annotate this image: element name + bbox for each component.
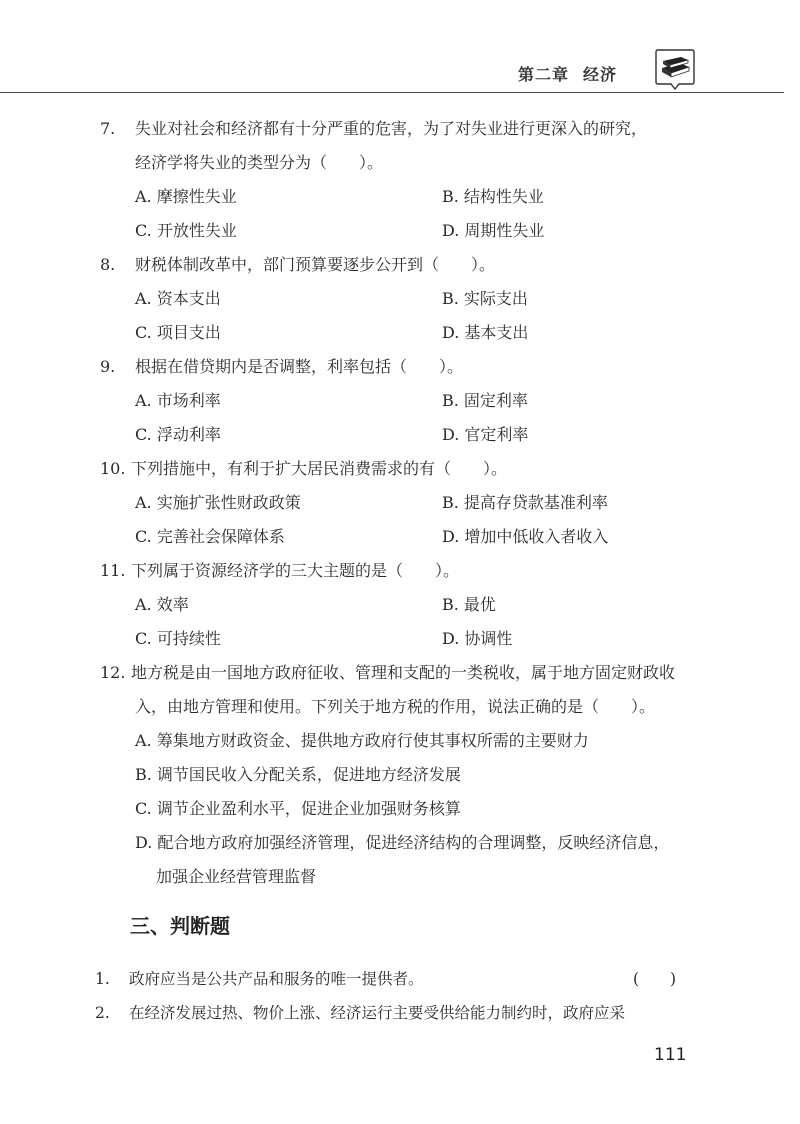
question-number: 12. [100, 663, 126, 682]
option-a: A. 实施扩张性财政政策 [135, 493, 301, 512]
question-number: 11. [100, 561, 126, 580]
question-12 [100, 656, 700, 894]
option-a: A. 筹集地方财政资金、提供地方政府行使其事权所需的主要财力 [135, 731, 589, 750]
question-stem: 根据在借贷期内是否调整，利率包括（ ）。 [135, 357, 464, 376]
question-10 [100, 452, 700, 554]
tf-stem: 政府应当是公共产品和服务的唯一提供者。 [129, 970, 424, 988]
true-false-list [95, 962, 695, 1030]
option-a: A. 效率 [135, 595, 189, 614]
option-b: B. 提高存贷款基准利率 [442, 493, 608, 512]
option-c: C. 浮动利率 [135, 425, 221, 444]
tf-item-1 [95, 962, 695, 996]
option-d: D. 增加中低收入者收入 [442, 527, 609, 546]
option-a: A. 市场利率 [135, 391, 221, 410]
section-title: 三、判断题 [130, 914, 230, 938]
question-stem: 失业对社会和经济都有十分严重的危害，为了对失业进行更深入的研究， [135, 119, 648, 138]
question-8 [100, 248, 700, 350]
question-stem: 财税体制改革中，部门预算要逐步公开到（ ）。 [135, 255, 496, 274]
option-c: C. 可持续性 [135, 629, 221, 648]
chapter-name: 经济 [583, 65, 618, 84]
question-number: 10. [100, 459, 126, 478]
question-number: 9. [100, 357, 116, 376]
option-c: C. 开放性失业 [135, 221, 237, 240]
question-stem: 地方税是由一国地方政府征收、管理和支配的一类税收，属于地方固定财政收 [131, 663, 676, 682]
option-b: B. 最优 [442, 595, 496, 614]
question-11 [100, 554, 700, 656]
option-a: A. 资本支出 [135, 289, 221, 308]
option-d: D. 官定利率 [442, 425, 529, 444]
question-number: 7. [100, 119, 116, 138]
question-9 [100, 350, 700, 452]
header-rule [0, 92, 784, 93]
tf-item-2 [95, 996, 695, 1030]
books-icon [654, 48, 696, 90]
question-stem: 下列措施中，有利于扩大居民消费需求的有（ ）。 [131, 459, 508, 478]
option-b: B. 结构性失业 [442, 187, 544, 206]
option-d-cont: 加强企业经营管理监督 [156, 867, 317, 886]
tf-number: 2. [95, 1004, 110, 1022]
question-number: 8. [100, 255, 116, 274]
option-b: B. 实际支出 [442, 289, 528, 308]
chapter-label: 第二章 [518, 65, 570, 84]
option-c: C. 项目支出 [135, 323, 221, 342]
question-stem-cont: 经济学将失业的类型分为（ ）。 [135, 153, 384, 172]
option-c: C. 调节企业盈利水平，促进企业加强财务核算 [135, 799, 461, 818]
option-c: C. 完善社会保障体系 [135, 527, 285, 546]
option-b: B. 固定利率 [442, 391, 528, 410]
tf-number: 1. [95, 970, 110, 988]
page-number: 111 [654, 1045, 687, 1065]
option-d: D. 周期性失业 [442, 221, 545, 240]
option-a: A. 摩擦性失业 [135, 187, 237, 206]
question-stem: 下列属于资源经济学的三大主题的是（ ）。 [131, 561, 460, 580]
question-7 [100, 112, 700, 248]
tf-stem: 在经济发展过热、物价上涨、经济运行主要受供给能力制约时，政府应采 [129, 1004, 626, 1022]
chapter-title [518, 62, 617, 85]
option-d: D. 协调性 [442, 629, 513, 648]
answer-paren: ( ) [633, 970, 677, 988]
option-d: D. 配合地方政府加强经济管理，促进经济结构的合理调整，反映经济信息， [135, 833, 670, 852]
question-stem-cont: 入，由地方管理和使用。下列关于地方税的作用，说法正确的是（ ）。 [135, 697, 656, 716]
option-d: D. 基本支出 [442, 323, 529, 342]
option-b: B. 调节国民收入分配关系，促进地方经济发展 [135, 765, 461, 784]
